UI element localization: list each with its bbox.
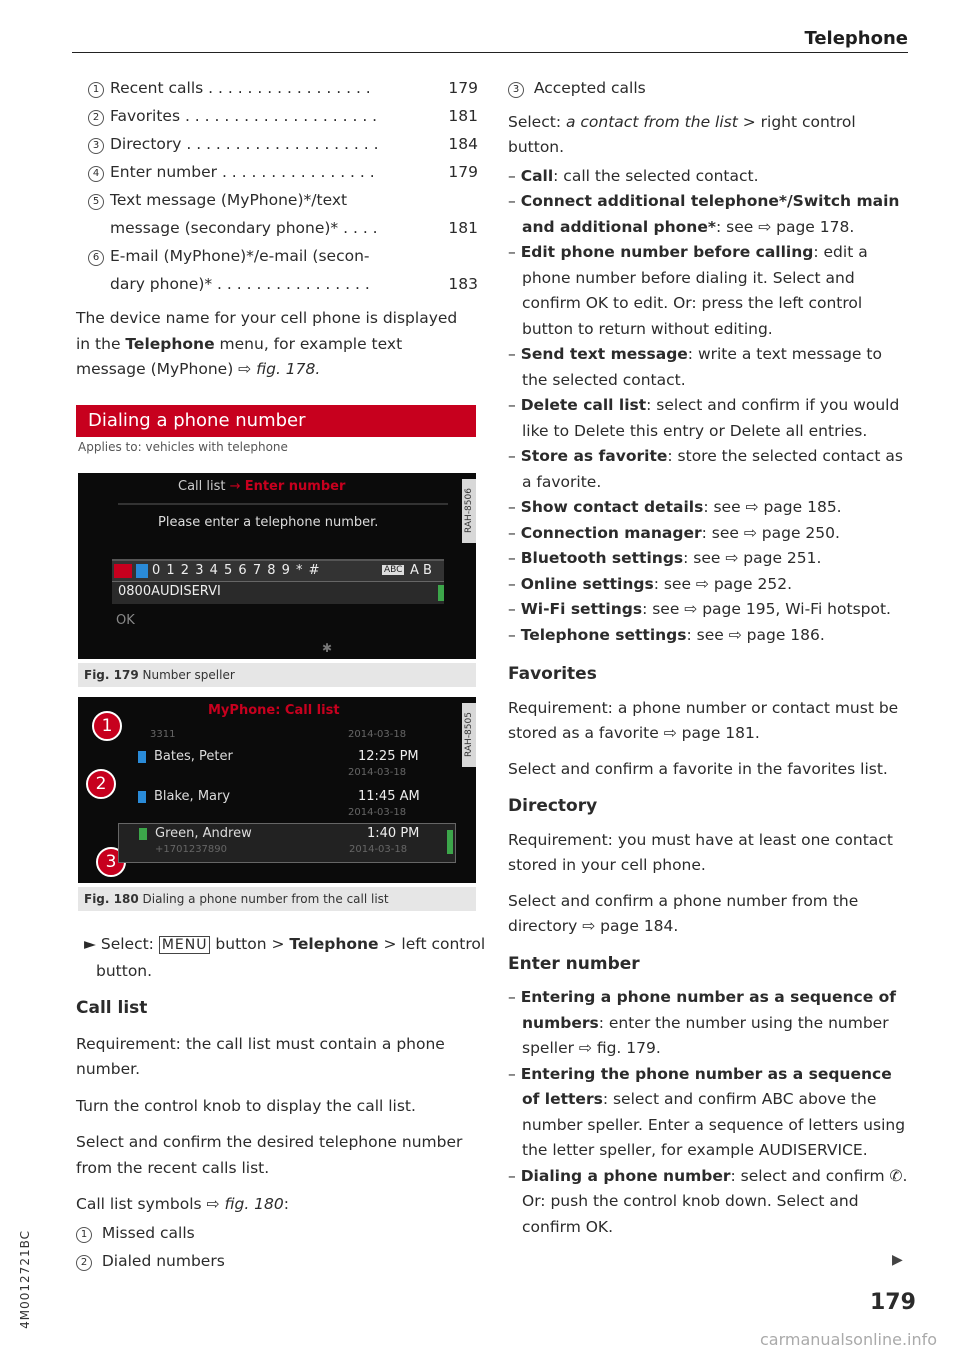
toc-item-6-cont: dary phone)* . . . . . . . . . . . . . . . . 183 [110, 275, 478, 293]
figure-code: RAH-8506 [462, 479, 476, 543]
toc-item-5-cont: message (secondary phone)* . . . . 181 [110, 219, 478, 237]
options-list [508, 164, 908, 649]
call-row-blake[interactable]: Blake, Mary 11:45 AM 2014-03-18 [118, 787, 458, 821]
speller-title: Call list → Enter number [178, 479, 346, 494]
header-rule [72, 52, 908, 53]
document-code: 4M0012721BC [18, 1230, 32, 1329]
speller-row[interactable]: 0 1 2 3 4 5 6 7 8 9 * # ABC A B [112, 559, 444, 583]
call-list-title: MyPhone: Call list [208, 703, 340, 718]
running-header-title: Telephone [804, 28, 908, 49]
intro-paragraph: The device name for your cell phone is displayed in the Telephone menu, for example text message (MyPhone) ⇨ fig. 178. [76, 309, 458, 378]
toc-item-5[interactable]: 5 Text message (MyPhone)*/text [88, 188, 478, 216]
callout-2: 2 [86, 769, 116, 799]
figure-180-caption: Fig. 180 Dialing a phone number from the call list [78, 887, 476, 911]
favorites-heading: Favorites [508, 664, 597, 684]
phone-icon [136, 564, 148, 578]
mode-icon [114, 564, 132, 578]
figure-180-call-list: MyPhone: Call list 1 2 3 3311 2014-03-18 Bates, Peter 12:25 PM 2014-03-18 Blake, Mary 11:45 AM 2014-03-18 Green, Andrew 1:40 PM +1701237890 2014-03-18 RAH-8505 [78, 697, 476, 883]
enter-number-list [508, 985, 908, 1240]
toc-list [88, 76, 478, 300]
figure-179-number-speller [78, 473, 476, 659]
ok-button[interactable]: OK [116, 613, 135, 628]
option-wifi: – Wi-Fi settings: see ⇨ page 195, Wi-Fi hotspot. [508, 600, 891, 618]
symbol-dialed: 2 Dialed numbers [76, 1249, 476, 1275]
option-call: – Call: call the selected contact. [508, 166, 759, 185]
figure-code: RAH-8505 [462, 703, 476, 767]
applies-to-note: Applies to: vehicles with telephone [78, 440, 288, 454]
option-connect: – Connect additional telephone*/Switch main and additional phone*: see ⇨ page 178. [508, 192, 900, 236]
right-column: 3 Accepted calls Select: a contact from the list > right control button. – Call: call the selected contact. – Connect additional telephone*/Switch main and additional phone*: see ⇨ page 178. – Edit phone number before calling: edit a phone number before dialing it. Select and confirm OK to edit. Or: press the left control button to return without editing. – Send text message: write a text message to the selected contact. – Delete call list: select and confirm if you would like to Delete this entry or Delete all entries. – Store as favorite: store the selected contact as a favorite. – Show contact details: see ⇨ page 185. – Connection manager: see ⇨ page 250. – Bluetooth settings: see ⇨ page 251. – Online settings: see ⇨ page 252. – Wi-Fi settings: see ⇨ page 195, Wi-Fi hotspot. – Telephone settings: see ⇨ page 186. Favorites Requirement: a phone number or contact must be stored as a favorite ⇨ page 181. Select and confirm a favorite in the favorites list. Directory Requirement: you must have at least one contact stored in your cell phone. Select and confirm a phone number from the directory ⇨ page 184. Enter number – Entering a phone number as a sequence of numbers: enter the number using the number speller ⇨ fig. 179. – Entering the phone number as a sequence of letters: select and confirm ABC above the number speller. Enter a sequence of letters using the letter speller, for example AUDISERVICE. – Dialing a phone number: select and confirm ✆. Or: push the control knob down. Select and confirm OK. [508, 76, 908, 1240]
toc-item-2[interactable]: 2 Favorites . . . . . . . . . . . . . . . . . . . . 181 [88, 104, 478, 132]
call-list-heading: Call list [76, 998, 148, 1018]
select-contact: Select: a contact from the list > right control button. [508, 112, 856, 156]
bluetooth-icon: ✱ [322, 641, 333, 655]
option-bluetooth: – Bluetooth settings: see ⇨ page 251. [508, 549, 822, 567]
scroll-indicator [447, 830, 453, 854]
continue-arrow-icon: ▶ [892, 1252, 903, 1268]
directory-heading: Directory [508, 796, 598, 816]
call-row-green-selected[interactable]: Green, Andrew 1:40 PM +1701237890 2014-03-18 [118, 823, 456, 863]
toc-item-4[interactable]: 4 Enter number . . . . . . . . . . . . . . . . 179 [88, 160, 478, 188]
abc-key[interactable]: ABC [384, 565, 403, 575]
number-entry-field[interactable]: 0800AUDISERVI [112, 581, 444, 604]
option-online: – Online settings: see ⇨ page 252. [508, 574, 792, 593]
speller-divider [118, 503, 448, 505]
speller-prompt: Please enter a telephone number. [158, 515, 379, 530]
select-instruction: ► Select: MENU button > Telephone > left control button. [84, 935, 486, 980]
option-telephone-settings: – Telephone settings: see ⇨ page 186. [508, 625, 825, 644]
dial-number: – Dialing a phone number: select and confirm ✆. Or: push the control knob down. Select and confirm OK. [508, 1166, 908, 1236]
menu-key: MENU [159, 936, 211, 954]
watermark: carmanualsonline.info [760, 1330, 938, 1349]
scroll-indicator [438, 585, 444, 601]
option-edit: – Edit phone number before calling: edit a phone number before dialing it. Select and confirm OK to edit. Or: press the left control button to return without editing. [508, 243, 868, 338]
call-list-symbols: Call list symbols ⇨ fig. 180: [76, 1195, 289, 1213]
figure-179-caption: Fig. 179 Number speller [78, 663, 476, 687]
toc-item-6[interactable]: 6 E-mail (MyPhone)*/e-mail (secon- [88, 244, 478, 272]
accepted-icon [139, 828, 147, 840]
call-list-section: Call list Requirement: the call list must contain a phone number. Turn the control knob to display the call list. Select and confirm the desired telephone number from the recent calls list. Call list symbols ⇨ fig. 180: 1 Missed calls 2 Dialed numbers [76, 996, 476, 1275]
symbol-missed: 1 Missed calls [76, 1221, 476, 1247]
option-store-favorite: – Store as favorite: store the selected contact as a favorite. [508, 447, 903, 491]
option-send-text: – Send text message: write a text message to the selected contact. [508, 345, 882, 389]
symbol-accepted: 3 Accepted calls [508, 76, 908, 102]
toc-item-1[interactable]: 1 Recent calls . . . . . . . . . . . . . . . . . 179 [88, 76, 478, 104]
dialed-icon [138, 791, 146, 803]
page-number: 179 [870, 1290, 916, 1315]
enter-by-letters: – Entering the phone number as a sequence of letters: select and confirm ABC above the number speller. Enter a sequence of letters using the letter speller, for example AUDISERVICE. [508, 1064, 906, 1159]
option-delete: – Delete call list: select and confirm if you would like to Delete this entry or Delete all entries. [508, 396, 900, 440]
callout-3: 3 [96, 847, 126, 877]
enter-by-numbers: – Entering a phone number as a sequence of numbers: enter the number using the number speller ⇨ fig. 179. [508, 988, 897, 1057]
option-contact-details: – Show contact details: see ⇨ page 185. [508, 498, 842, 516]
section-heading: Dialing a phone number [76, 405, 476, 437]
option-connection-manager: – Connection manager: see ⇨ page 250. [508, 523, 840, 542]
toc-item-3[interactable]: 3 Directory . . . . . . . . . . . . . . . . . . . . 184 [88, 132, 478, 160]
call-row-bates[interactable]: Bates, Peter 12:25 PM 2014-03-18 [118, 747, 458, 781]
callout-1: 1 [92, 711, 122, 741]
dialed-icon [138, 751, 146, 763]
enter-number-heading: Enter number [508, 953, 640, 974]
